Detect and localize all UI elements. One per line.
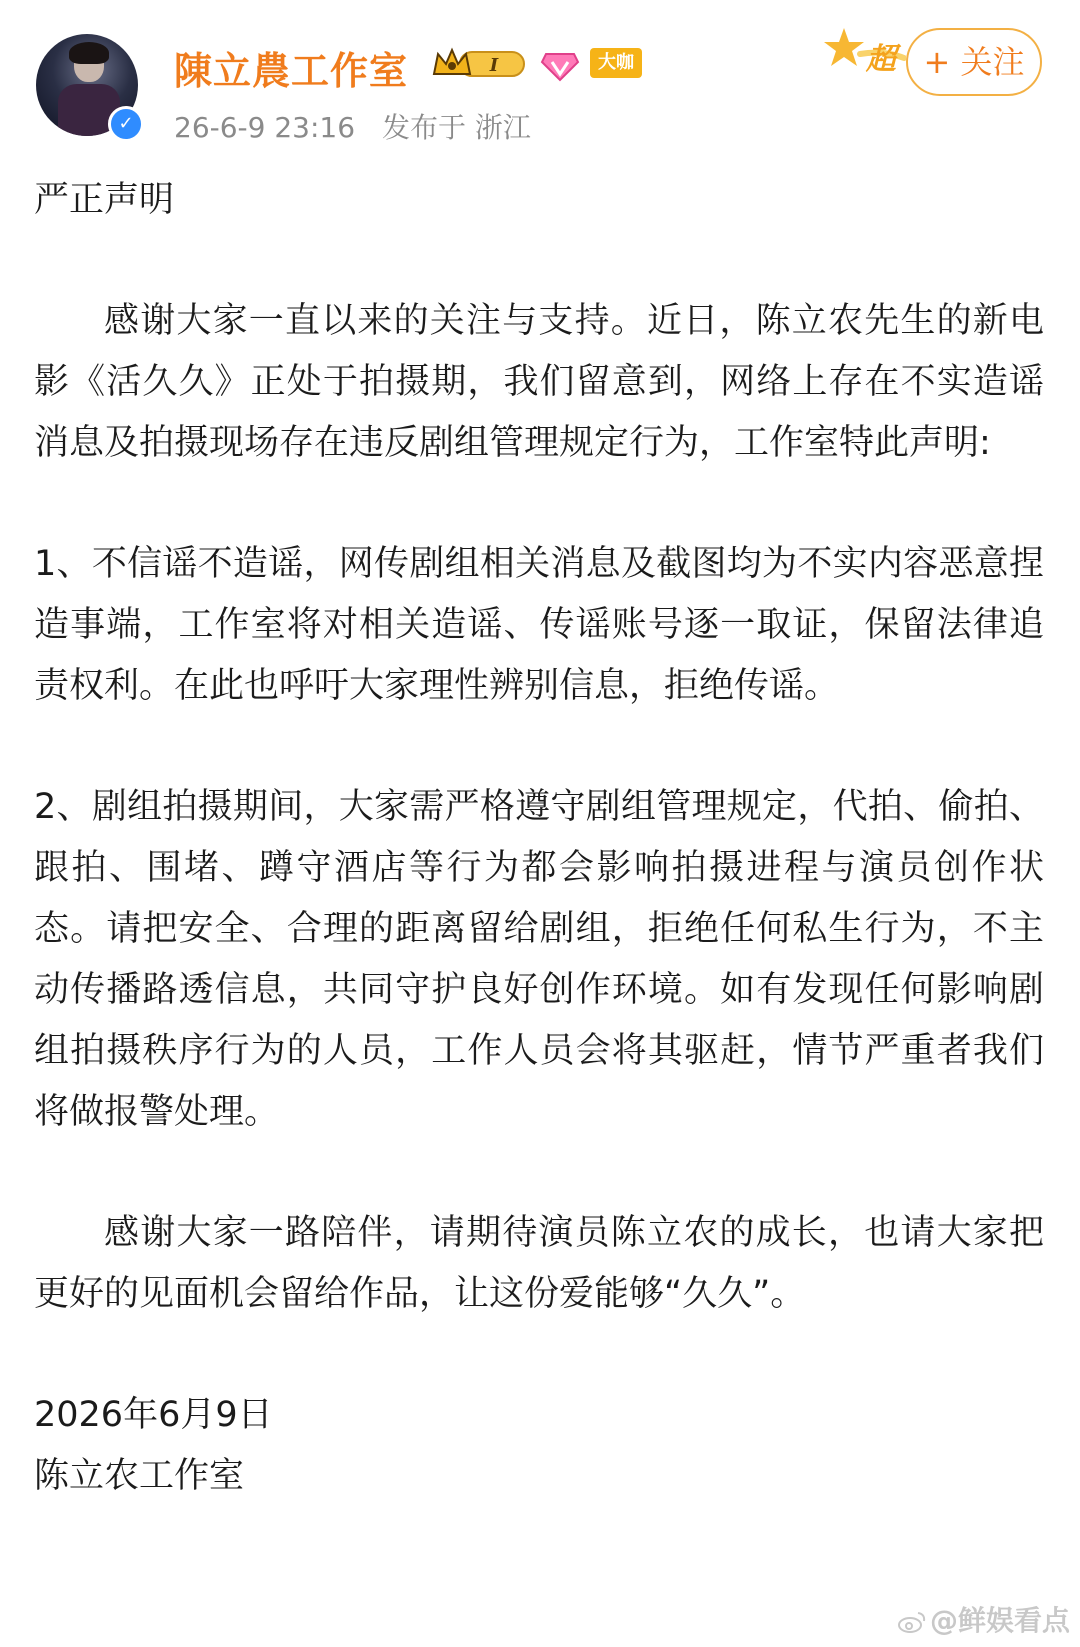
super-topic-label[interactable]: 超 (866, 42, 896, 77)
post-header (0, 0, 1080, 160)
post-meta (174, 106, 531, 146)
paragraph-point-2: 2、剧组拍摄期间，大家需严格遵守剧组管理规定，代拍、偷拍、跟拍、围堵、蹲守酒店等行为都会影响拍摄进程与演员创作状态。请把安全、合理的距离留给剧组，拒绝任何私生行为，不主动传播路透信息，共同守护良好创作环境。如有发现任何影响剧组拍摄秩序行为的人员，工作人员会将其驱赶，情节严重者我们将做报警处理。 (34, 787, 1044, 1132)
gem-icon[interactable] (540, 46, 580, 82)
statement-signature: 陈立农工作室 (34, 1456, 245, 1496)
weibo-logo-icon (898, 1611, 926, 1633)
post-body (34, 170, 1044, 1507)
paragraph-intro: 感谢大家一直以来的关注与支持。近日，陈立农先生的新电影《活久久》正处于拍摄期，我们留意到，网络上存在不实造谣消息及拍摄现场存在违反剧组管理规定行为，工作室特此声明: (34, 301, 1044, 463)
daka-badge[interactable]: 大咖 (590, 48, 642, 78)
post-timestamp: 26-6-9 23:16 (174, 111, 356, 144)
username[interactable]: 陳立農工作室 (174, 49, 409, 93)
avatar-figure-hair (69, 42, 109, 64)
post-location: 发布于 浙江 (381, 111, 531, 144)
paragraph-closing: 感谢大家一路陪伴，请期待演员陈立农的成长，也请大家把更好的见面机会留给作品，让这份爱能够“久久”。 (34, 1213, 1044, 1314)
verified-icon: ✓ (108, 106, 144, 142)
statement-title: 严正声明 (34, 180, 175, 220)
badge-level-text: I (489, 55, 499, 76)
watermark-text: @鲜娱看点 (929, 1604, 1070, 1637)
follow-button[interactable]: + 关注 (906, 28, 1042, 96)
watermark (898, 1599, 1070, 1639)
statement-date: 2026年6月9日 (34, 1395, 273, 1435)
crown-level-badge-icon[interactable] (430, 46, 528, 82)
paragraph-point-1: 1、不信谣不造谣，网传剧组相关消息及截图均为不实内容恶意捏造事端，工作室将对相关造谣、传谣账号逐一取证，保留法律追责权利。在此也呼吁大家理性辨别信息，拒绝传谣。 (34, 544, 1044, 706)
